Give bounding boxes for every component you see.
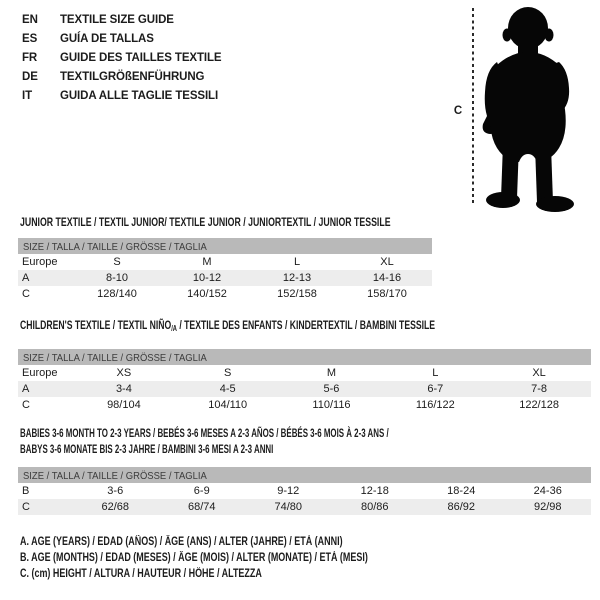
size-header-label: SIZE / TALLA / TAILLE / GRÖSSE / TAGLIA (23, 470, 207, 482)
size-cell: L (293, 256, 301, 268)
title-line-1: BABIES 3-6 MONTH TO 2-3 YEARS / BEBÉS 3-6 MESES A 2-3 AÑOS / BÉBÉS 3-6 MOIS À 2-3 ANS / (20, 426, 389, 440)
height-cell: 128/140 (97, 288, 137, 300)
language-code: EN (22, 14, 38, 26)
babies-size-table (18, 467, 591, 515)
section-title-babies (20, 425, 591, 457)
table-row-age (18, 270, 432, 286)
row-label: Europe (22, 256, 58, 268)
age-cell: 7-8 (531, 383, 548, 395)
section-children-textile (20, 319, 596, 413)
age-cell: 8-10 (105, 272, 129, 284)
row-label: B (22, 485, 30, 497)
language-row-en (22, 11, 222, 30)
language-title-list (22, 11, 222, 106)
age-cell: 9-12 (277, 485, 300, 497)
guide-title-it: GUIDA ALLE TAGLIE TESSILI (60, 90, 219, 102)
title-text: CHILDREN'S TEXTILE / TEXTIL NIÑO (20, 318, 172, 332)
table-row-europe (18, 254, 432, 270)
table-row-age-months (18, 483, 591, 499)
height-cell: 140/152 (187, 288, 227, 300)
height-cell: 68/74 (187, 501, 216, 513)
footnote-age-years: A. AGE (YEARS) / EDAD (AÑOS) / ÂGE (ANS) / ALTER (JAHRE) / ETÀ (ANNI) (20, 536, 343, 548)
height-cell: 80/86 (360, 501, 389, 513)
row-label: C (22, 501, 30, 513)
height-cell: 74/80 (274, 501, 303, 513)
language-row-it (22, 87, 222, 106)
height-cell: 62/68 (101, 501, 130, 513)
junior-size-table (18, 238, 432, 302)
height-cell: 116/122 (415, 399, 455, 411)
language-code: ES (22, 33, 38, 45)
table-row-europe (18, 365, 591, 381)
height-dashed-line (472, 8, 474, 205)
footnote-age-months: B. AGE (MONTHS) / EDAD (MESES) / ÂGE (MOIS) / ALTER (MONATE) / ETÀ (MESI) (20, 552, 368, 564)
height-cell: 122/128 (519, 399, 559, 411)
footnote-height-cm: C. (cm) HEIGHT / ALTURA / HAUTEUR / HÖHE / ALTEZZA (20, 568, 262, 580)
size-cell: M (326, 367, 337, 379)
guide-title-es: GUÍA DE TALLAS (60, 33, 154, 45)
guide-title-fr: GUIDE DES TAILLES TEXTILE (60, 52, 222, 64)
table-row-height (18, 286, 432, 302)
row-label: C (22, 288, 30, 300)
size-header-label: SIZE / TALLA / TAILLE / GRÖSSE / TAGLIA (23, 241, 207, 253)
guide-title-en: TEXTILE SIZE GUIDE (60, 14, 174, 26)
section-babies-textile (20, 425, 591, 515)
size-cell: L (432, 367, 439, 379)
age-cell: 3-6 (107, 485, 124, 497)
size-header-label: SIZE / TALLA / TAILLE / GRÖSSE / TAGLIA (23, 352, 207, 364)
age-cell: 4-5 (219, 383, 236, 395)
age-cell: 6-7 (427, 383, 444, 395)
age-cell: 6-9 (193, 485, 210, 497)
age-cell: 18-24 (447, 485, 476, 497)
baby-silhouette-image (478, 4, 594, 212)
age-cell: 12-13 (282, 272, 312, 284)
title-text: / TEXTILE DES ENFANTS / KINDERTEXTIL / BAMBINI TESSILE (176, 318, 436, 332)
guide-title-de: TEXTILGRÖßENFÜHRUNG (60, 71, 205, 83)
section-title-junior: JUNIOR TEXTILE / TEXTIL JUNIOR/ TEXTILE JUNIOR / JUNIORTEXTIL / JUNIOR TESSILE (20, 215, 391, 229)
title-line-2: BABYS 3-6 MONATE BIS 2-3 JAHRE / BAMBINI 3-6 MESI A 2-3 ANNI (20, 442, 274, 456)
language-code: DE (22, 71, 38, 83)
size-cell: S (224, 367, 232, 379)
size-cell: XS (116, 367, 132, 379)
language-code: IT (22, 90, 33, 102)
height-cell: 104/110 (208, 399, 248, 411)
age-cell: 14-16 (372, 272, 402, 284)
table-row-age (18, 381, 591, 397)
height-cell: 86/92 (447, 501, 476, 513)
height-cell: 158/170 (367, 288, 407, 300)
size-header-bar (18, 349, 591, 365)
row-label: Europe (22, 367, 58, 379)
row-label: A (22, 272, 30, 284)
row-label: C (22, 399, 30, 411)
title-subscript: /A (171, 324, 177, 333)
height-cell: 98/104 (107, 399, 141, 411)
section-title-children (20, 319, 435, 335)
section-junior-textile (20, 216, 528, 302)
row-label: A (22, 383, 30, 395)
size-header-bar (18, 238, 432, 254)
children-size-table (18, 349, 591, 413)
height-cell: 110/116 (312, 399, 351, 411)
age-cell: 24-36 (533, 485, 562, 497)
size-cell: S (113, 256, 121, 268)
size-header-bar (18, 467, 591, 483)
language-row-fr (22, 49, 222, 68)
age-cell: 10-12 (192, 272, 222, 284)
age-cell: 5-6 (323, 383, 340, 395)
size-cell: XL (532, 367, 546, 379)
table-row-height (18, 499, 591, 515)
height-measure-label: C (453, 105, 463, 117)
age-cell: 3-4 (115, 383, 132, 395)
legend-footnotes (20, 534, 466, 582)
height-cell: 92/98 (533, 501, 562, 513)
table-row-height (18, 397, 591, 413)
language-row-de (22, 68, 222, 87)
age-cell: 12-18 (360, 485, 389, 497)
language-row-es (22, 30, 222, 49)
size-cell: M (202, 256, 212, 268)
height-cell: 152/158 (277, 288, 317, 300)
size-cell: XL (380, 256, 394, 268)
language-code: FR (22, 52, 38, 64)
